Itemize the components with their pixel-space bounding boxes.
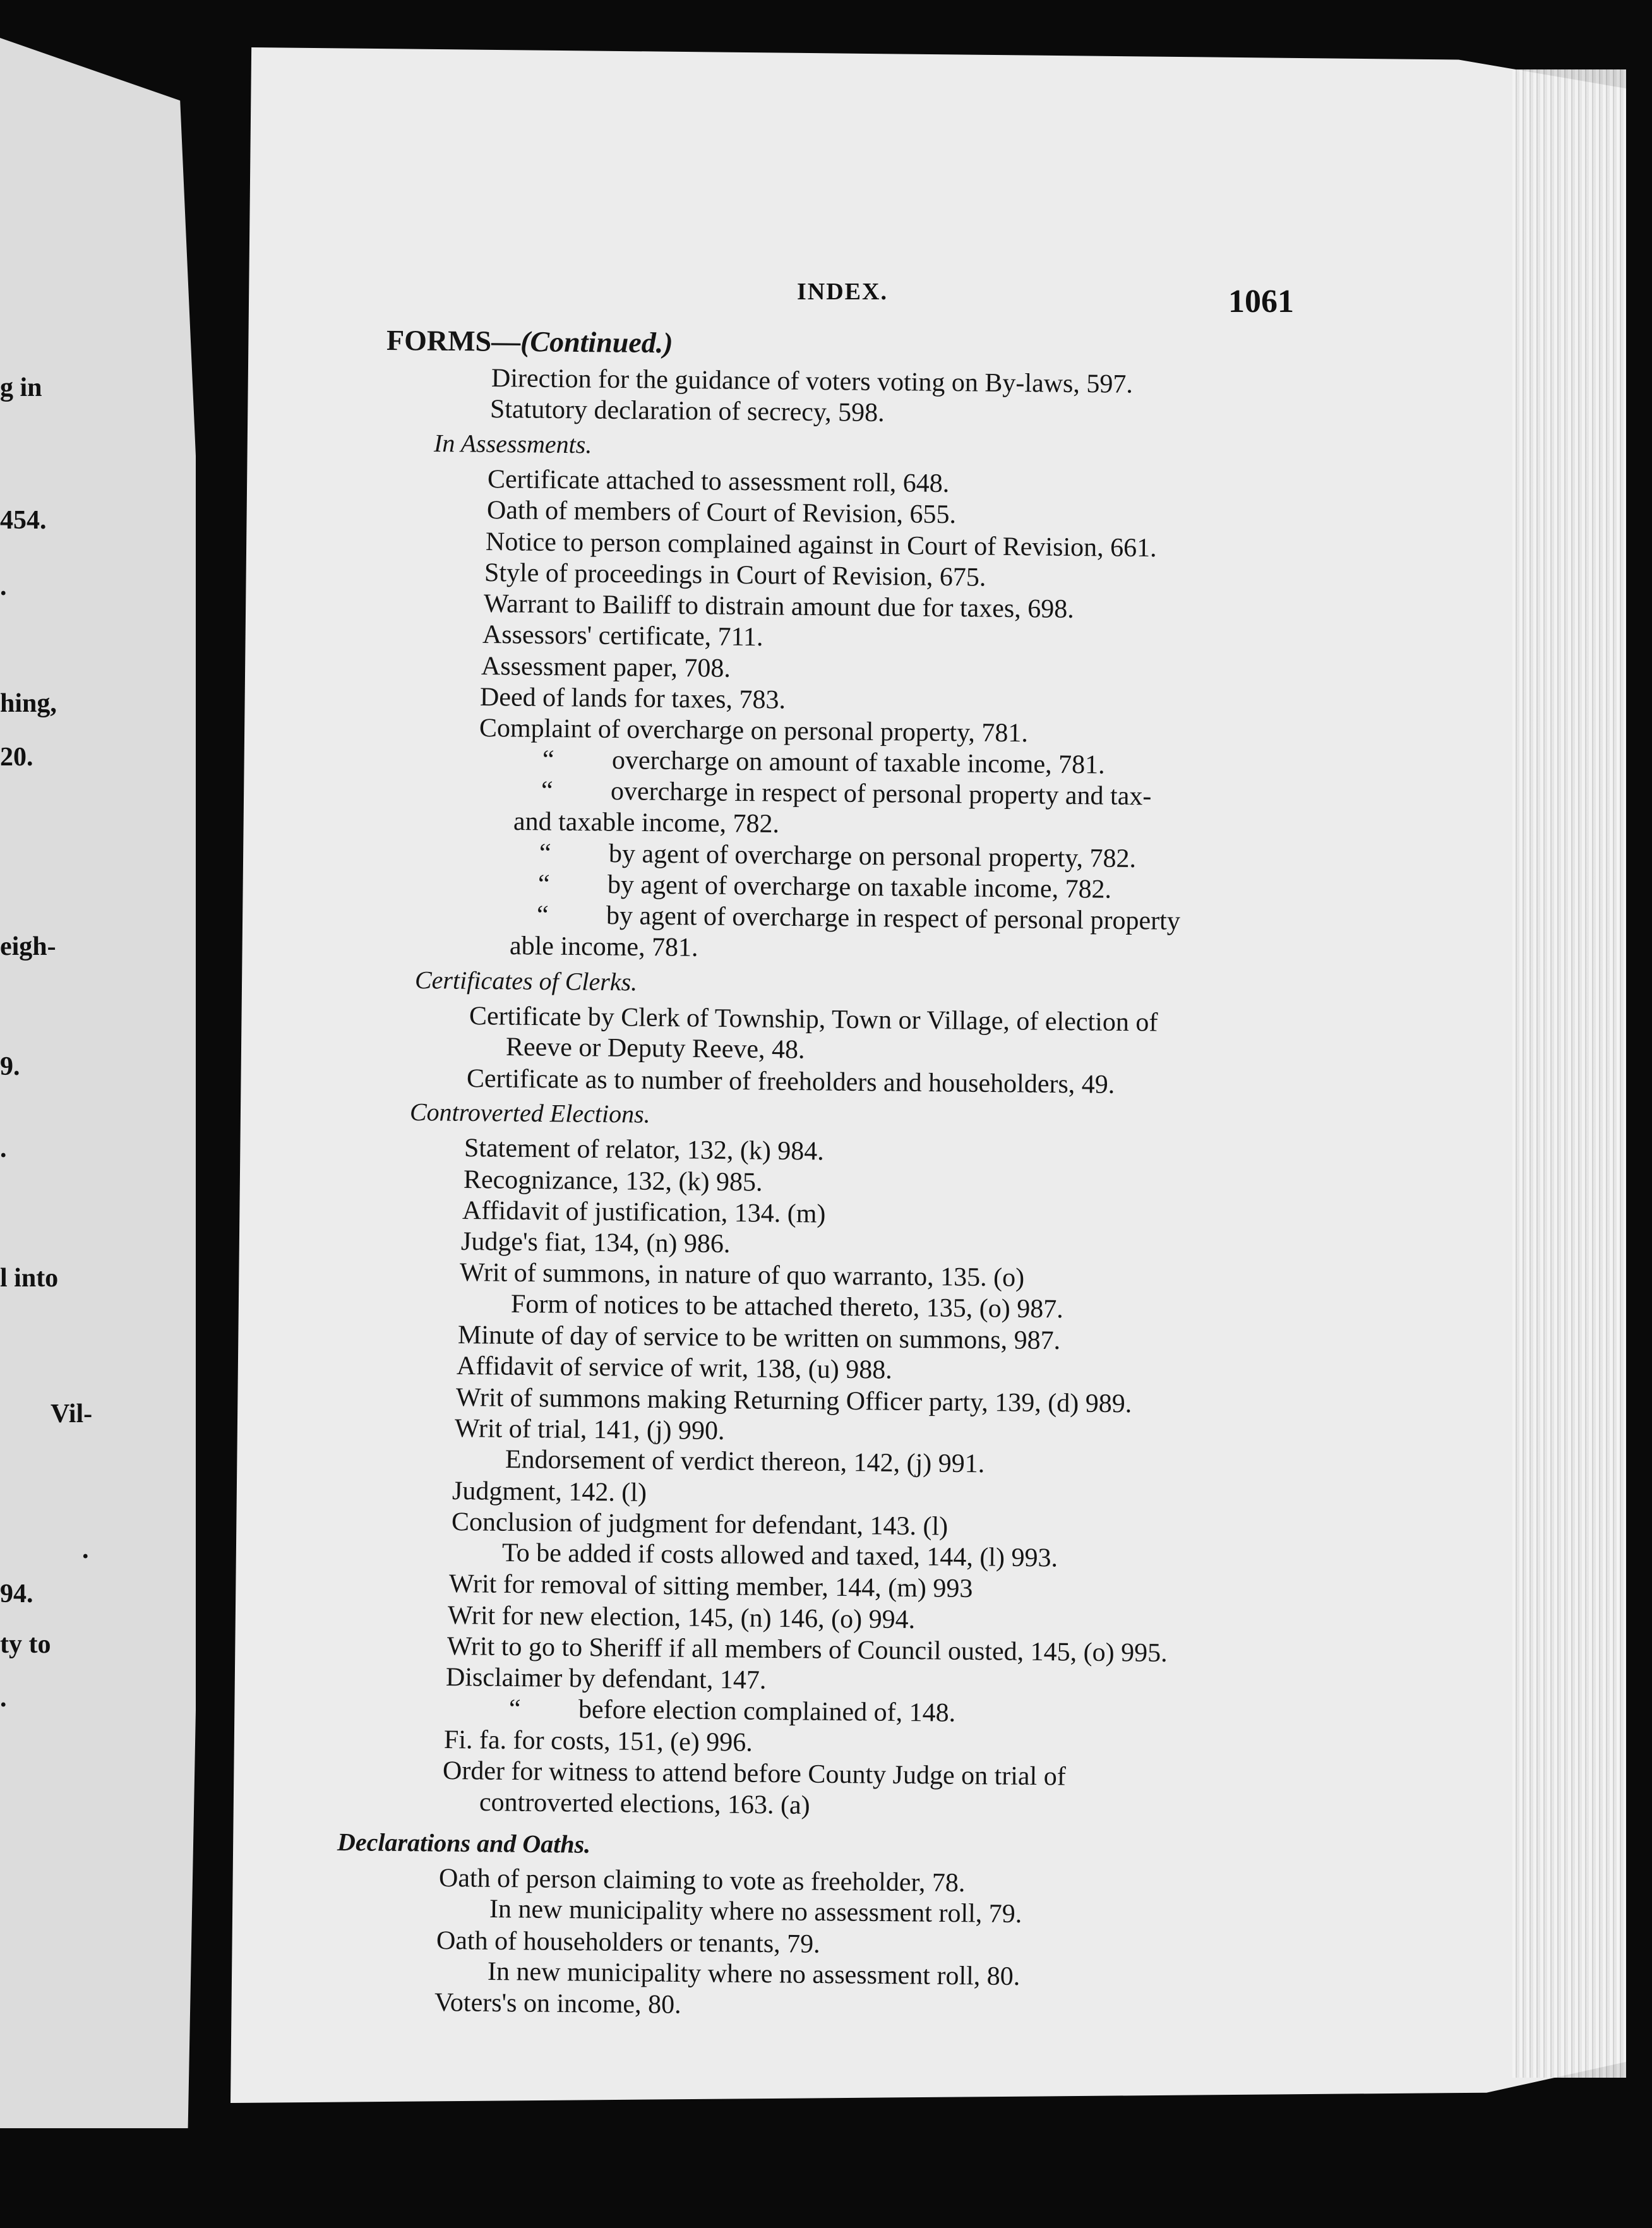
ditto-mark: “ <box>509 1694 522 1723</box>
facing-page-fragment: . <box>0 572 7 601</box>
facing-page-fragment: 94. <box>0 1579 33 1608</box>
facing-page-fragment: l into <box>0 1264 59 1293</box>
index-entry-text: overcharge on amount of taxable income, 781. <box>611 745 1105 780</box>
index-entry: Style of proceedings in Court of Revision, 675. <box>484 558 986 592</box>
index-entry: Writ for removal of sitting member, 144, (m) 993 <box>448 1569 973 1604</box>
facing-page-fragment: 20. <box>0 743 33 772</box>
index-entry: Complaint of overcharge on personal property, 781. <box>479 714 1028 748</box>
subsection-heading: Declarations and Oaths. <box>337 1827 591 1859</box>
index-entry: Writ for new election, 145, (n) 146, (o) 994. <box>448 1600 916 1634</box>
index-entry: Notice to person complained against in Court of Revision, 661. <box>485 527 1157 563</box>
facing-page-fragment: 9. <box>0 1052 20 1081</box>
index-entry: Oath of person claiming to vote as freeholder, 78. <box>438 1864 966 1898</box>
index-entry: Certificate as to number of freeholders and householders, 49. <box>466 1063 1115 1099</box>
subsection-heading: Certificates of Clerks. <box>414 965 638 997</box>
index-subentry: In new municipality where no assessment roll, 80. <box>487 1957 1021 1992</box>
facing-page-fragment: . <box>82 1535 89 1564</box>
index-entry: Judgment, 142. (l) <box>452 1476 647 1507</box>
index-entry: Assessors' certificate, 711. <box>482 620 763 652</box>
facing-page-fragment: Vil- <box>51 1399 93 1428</box>
index-entry-text: by agent of overcharge on taxable income, 782. <box>607 870 1112 904</box>
index-entry-text: before election complained of, 148. <box>578 1694 956 1728</box>
section-heading <box>386 323 673 359</box>
facing-page-fragment: . <box>0 1134 7 1163</box>
page-block-edges <box>1512 69 1626 2078</box>
index-subentry: Form of notices to be attached thereto, 135, (o) 987. <box>510 1289 1063 1324</box>
index-entry: Order for witness to attend before County Judge on trial of <box>442 1756 1066 1792</box>
index-subentry: Endorsement of verdict thereon, 142, (j) 991. <box>505 1445 985 1479</box>
index-entry: Voters's on income, 80. <box>434 1988 681 2020</box>
facing-page-fragment: g in <box>0 373 42 402</box>
index-entry: Recognizance, 132, (k) 985. <box>463 1165 763 1197</box>
index-entry: Disclaimer by defendant, 147. <box>445 1663 767 1696</box>
index-ditto-entry <box>541 776 1152 812</box>
index-entry: Writ to go to Sheriff if all members of Council ousted, 145, (o) 995. <box>446 1632 1168 1668</box>
index-ditto-entry <box>539 838 1135 874</box>
section-heading-continued: (Continued.) <box>520 325 673 359</box>
section-heading-title: FORMS— <box>386 324 521 358</box>
facing-page-fragment: ty to <box>0 1630 51 1659</box>
index-entry-text: by agent of overcharge on personal property, 782. <box>608 839 1136 873</box>
subsection-heading: Controverted Elections. <box>410 1097 651 1129</box>
index-entry: Deed of lands for taxes, 783. <box>480 683 786 715</box>
index-entry: Fi. fa. for costs, 151, (e) 996. <box>443 1725 753 1758</box>
index-entry: Statement of relator, 132, (k) 984. <box>464 1134 825 1166</box>
index-subentry: To be added if costs allowed and taxed, 144, (l) 993. <box>501 1538 1058 1573</box>
ditto-mark: “ <box>537 901 549 930</box>
index-ditto-entry <box>537 900 1180 937</box>
index-entry: Oath of members of Court of Revision, 655. <box>486 496 956 530</box>
index-entry: Affidavit of service of writ, 138, (u) 988. <box>457 1351 893 1385</box>
facing-page-edge <box>0 38 196 2128</box>
index-entry: Statutory declaration of secrecy, 598. <box>490 395 885 428</box>
index-entry-text: by agent of overcharge in respect of personal property <box>606 901 1181 936</box>
index-entry: Conclusion of judgment for defendant, 143. (l) <box>451 1507 948 1542</box>
index-subentry: In new municipality where no assessment roll, 79. <box>489 1895 1022 1929</box>
index-entry: Direction for the guidance of voters voting on By-laws, 597. <box>491 364 1134 399</box>
running-head: INDEX. <box>797 278 888 305</box>
index-ditto-entry <box>538 869 1112 905</box>
ditto-mark: “ <box>542 745 554 774</box>
page-number: 1061 <box>1228 284 1294 320</box>
ditto-mark: “ <box>537 869 550 899</box>
index-entry-continuation: Reeve or Deputy Reeve, 48. <box>505 1033 805 1065</box>
index-entry-continuation: and taxable income, 782. <box>513 807 780 839</box>
index-entry: Warrant to Bailiff to distrain amount due for taxes, 698. <box>483 589 1074 625</box>
index-entry: Writ of summons, in nature of quo warranto, 135. (o) <box>460 1258 1025 1293</box>
index-entry-continuation: able income, 781. <box>509 931 698 963</box>
index-entry: Certificate attached to assessment roll, 648. <box>488 464 950 498</box>
facing-page-fragment: hing, <box>0 689 57 718</box>
facing-page-fragment: 454. <box>0 506 47 535</box>
index-entry: Judge's fiat, 134, (n) 986. <box>460 1227 731 1259</box>
index-entry: Writ of summons making Returning Officer party, 139, (d) 989. <box>455 1382 1132 1418</box>
ditto-mark: “ <box>541 776 554 806</box>
subsection-heading: In Assessments. <box>433 428 592 458</box>
index-entry-text: overcharge in respect of personal property and tax- <box>610 776 1152 812</box>
index-ditto-entry <box>509 1694 956 1728</box>
index-entry: Certificate by Clerk of Township, Town or Village, of election of <box>469 1002 1158 1038</box>
index-entry: Oath of householders or tenants, 79. <box>436 1926 821 1959</box>
facing-page-fragment: eigh- <box>0 932 56 961</box>
index-entry-continuation: controverted elections, 163. (a) <box>479 1787 810 1820</box>
index-entry: Assessment paper, 708. <box>481 651 731 683</box>
ditto-mark: “ <box>539 838 551 868</box>
index-ditto-entry <box>542 745 1105 781</box>
index-entry: Affidavit of justification, 134. (m) <box>462 1195 826 1229</box>
facing-page-fragment: . <box>0 1684 7 1713</box>
index-entry: Writ of trial, 141, (j) 990. <box>454 1413 725 1446</box>
index-entry: Minute of day of service to be written on summons, 987. <box>457 1321 1061 1356</box>
